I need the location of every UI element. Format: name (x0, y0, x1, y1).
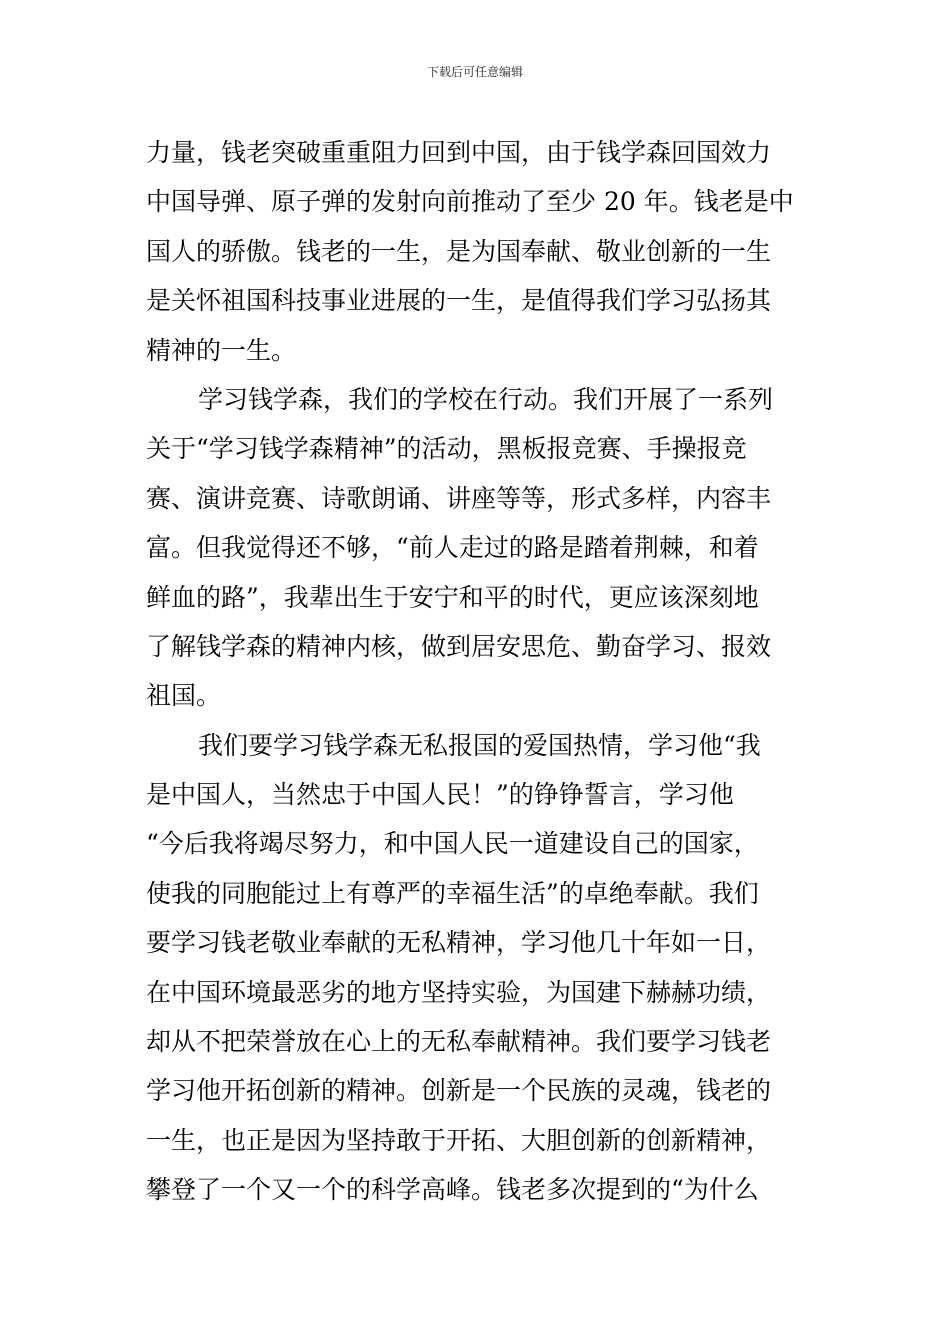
text-line: 要学习钱老敬业奉献的无私精神，学习他几十年如一日， (146, 928, 772, 958)
text-line: 在中国环境最恶劣的地方坚持实验，为国建下赫赫功绩， (146, 977, 772, 1007)
text-line: 学习钱学森，我们的学校在行动。我们开展了一系列 (198, 384, 774, 414)
text-line: 力量，钱老突破重重阻力回到中国，由于钱学森回国效力 (146, 138, 772, 167)
text-line: 却从不把荣誉放在心上的无私奉献精神。我们要学习钱老 (146, 1027, 772, 1057)
paragraph-1 (146, 128, 808, 375)
text-line: 精神的一生。 (146, 335, 297, 365)
text-line: 赛、演讲竞赛、诗歌朗诵、讲座等等，形式多样，内容丰 (146, 483, 772, 513)
text-line: 富。但我觉得还不够，“前人走过的路是踏着荆棘，和着 (146, 533, 759, 563)
text-line: 是关怀祖国科技事业进展的一生，是值得我们学习弘扬其 (146, 286, 772, 316)
text-line: 我们要学习钱学森无私报国的爱国热情，学习他“我 (198, 730, 761, 760)
text-line: 攀登了一个又一个的科学高峰。钱老多次提到的“为什么 (146, 1175, 759, 1205)
text-line: 一生，也正是因为坚持敢于开拓、大胆创新的创新精神， (146, 1125, 772, 1155)
page-header: 下载后可任意编辑 (426, 65, 523, 79)
text-line: “今后我将竭尽努力，和中国人民一道建设自己的国家， (146, 829, 759, 859)
document-body (146, 128, 808, 1215)
text-line: 学习他开拓创新的精神。创新是一个民族的灵魂，钱老的 (146, 1076, 772, 1106)
text-line: 是中国人，当然忠于中国人民！”的铮铮誓言，学习他 (146, 780, 734, 810)
text-line: 国人的骄傲。钱老的一生，是为国奉献、敬业创新的一生 (146, 236, 772, 266)
paragraph-2 (146, 375, 808, 721)
text-line: 了解钱学森的精神内核，做到居安思危、勤奋学习、报效 (146, 631, 772, 661)
text-line: 中国导弹、原子弹的发射向前推动了至少 20 年。钱老是中 (146, 187, 794, 217)
text-line: 使我的同胞能过上有尊严的幸福生活”的卓绝奉献。我们 (146, 878, 759, 908)
text-line: 祖国。 (146, 681, 222, 711)
text-line: 关于“学习钱学森精神”的活动，黑板报竞赛、手操报竞 (146, 434, 747, 464)
paragraph-3 (146, 721, 808, 1215)
text-line: 鲜血的路”，我辈出生于安宁和平的时代，更应该深刻地 (146, 582, 759, 612)
